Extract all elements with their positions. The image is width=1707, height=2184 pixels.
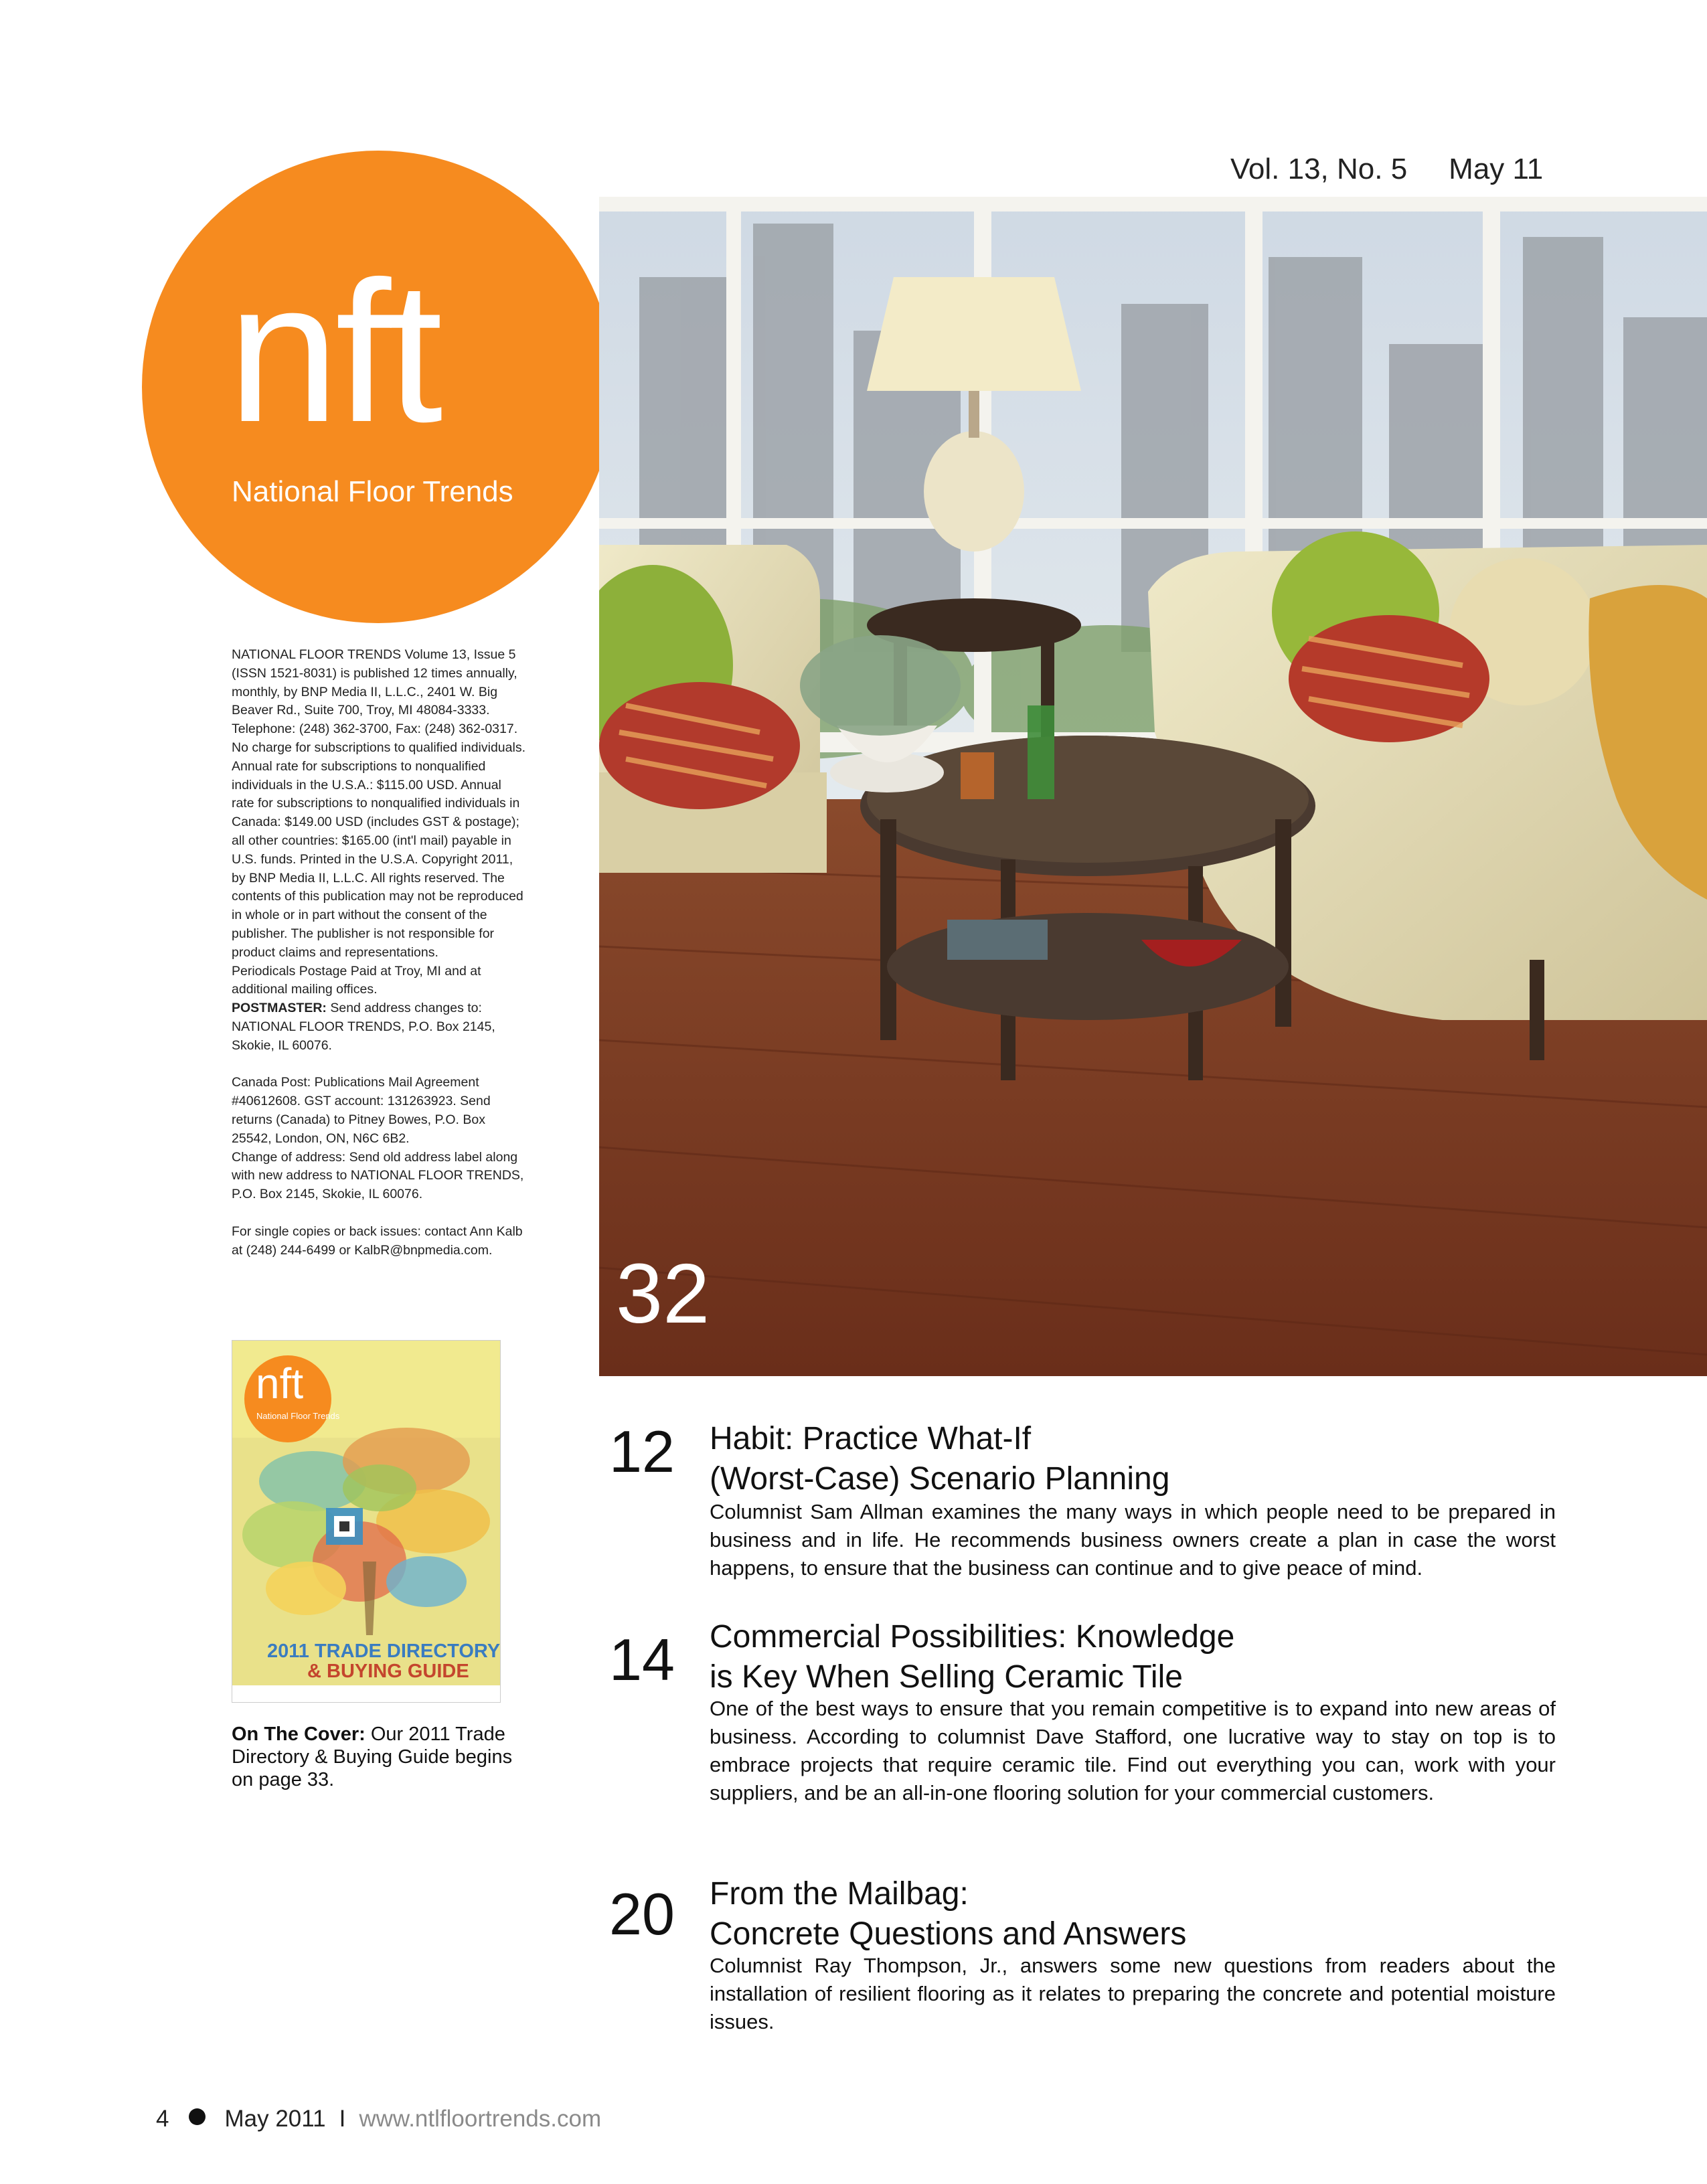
footer-website-link[interactable]: www.ntlfloortrends.com: [359, 2106, 602, 2132]
article-title-line: (Worst-Case) Scenario Planning: [710, 1461, 1170, 1497]
bullet-icon: [189, 2108, 206, 2125]
logo-publication-name: National Floor Trends: [232, 475, 513, 508]
cover-thumbnail: [232, 1340, 501, 1703]
publication-indicia: [232, 646, 526, 1260]
footer-date: May 2011: [224, 2106, 326, 2132]
cover-caption-text: Our 2011 Trade Directory & Buying Guide begins on page 33.: [232, 1724, 513, 1790]
article-title-line: Commercial Possibilities: Knowledge: [710, 1619, 1235, 1655]
postmaster-text: Send address changes to: NATIONAL FLOOR TRENDS, P.O. Box 2145, Skokie, IL 60076.: [232, 1001, 495, 1053]
article-title: [710, 1617, 1580, 1697]
issue-info: [1230, 153, 1543, 186]
page-footer: [156, 2106, 601, 2132]
volume-number: Vol. 13, No. 5: [1230, 153, 1408, 185]
article-title: [710, 1874, 1580, 1954]
photo-page-number: 32: [616, 1246, 710, 1341]
article-summary: Columnist Ray Thompson, Jr., answers some new questions from readers about the installation of resilient flooring as it relates to preparing the concrete and potential moisture issues.: [710, 1954, 1556, 2033]
thumb-cover-title-line2: & BUYING GUIDE: [307, 1661, 469, 1682]
article-page-number: 12: [609, 1418, 675, 1485]
cover-caption: [232, 1723, 533, 1791]
article-title-line: is Key When Selling Ceramic Tile: [710, 1659, 1183, 1695]
indicia-paragraph: Periodicals Postage Paid at Troy, MI and at additional mailing offices.: [232, 963, 481, 997]
footer-separator: I: [339, 2106, 346, 2132]
living-room-photo: [599, 197, 1707, 1376]
article-title-line: Concrete Questions and Answers: [710, 1916, 1187, 1952]
thumb-logo-name: National Floor Trends: [256, 1411, 340, 1421]
folio-page-number: 4: [156, 2106, 169, 2132]
indicia-paragraph: NATIONAL FLOOR TRENDS Volume 13, Issue 5 (ISSN 1521-8031) is published 12 times annually, monthly, by BNP Media II, L.L.C., 2401 W. Big Beaver Rd., Suite 700, Troy, MI 48084-3333. Telephone: (248) 362-3700, Fax: (248) 362-0317. No charge for subscriptions to qualified individuals. Annual rate for subscriptions to nonqualified individuals in the U.S.A.: $115.00 USD. Annual rate for subscriptions to nonqualified individuals in Canada: $149.00 USD (includes GST & postage); all other countries: $165.00 (int'l mail) payable in U.S. funds. Printed in the U.S.A. Copyright 2011, by BNP Media II, L.L.C. All rights reserved. The contents of this publication may not be reproduced in whole or in part without the consent of the publisher. The publisher is not responsible for product claims and representations.: [232, 647, 525, 960]
logo-mark: nft: [228, 239, 439, 464]
article-summary: Columnist Sam Allman examines the many ways in which people need to be prepared in business and in life. He recommends business owners create a plan in case the worst happens, to ensure that the business can continue and to give peace of mind.: [710, 1500, 1556, 1580]
indicia-postmaster: [232, 999, 526, 1055]
thumb-logo-mark: nft: [256, 1359, 304, 1408]
thumb-cover-title-line1: 2011 TRADE DIRECTORY: [267, 1641, 501, 1662]
nft-logo: [142, 151, 615, 623]
indicia-paragraph: Canada Post: Publications Mail Agreement #40612608. GST account: 131263923. Send returns (Canada) to Pitney Bowes, P.O. Box 25542, London, ON, N6C 6B2.: [232, 1075, 491, 1146]
article-title-line: Habit: Practice What-If: [710, 1421, 1032, 1456]
article-summary: One of the best ways to ensure that you remain competitive is to expand into new areas of business. According to columnist Dave Stafford, one lucrative way to stay on top is to embrace projects that require ceramic tile. Find out everything you can, work with your suppliers, and be an all-in-one flooring solution for your commercial customers.: [710, 1697, 1556, 1804]
cover-caption-label: On The Cover:: [232, 1724, 365, 1745]
indicia-paragraph: Change of address: Send old address label along with new address to NATIONAL FLOOR TRENDS, P.O. Box 2145, Skokie, IL 60076.: [232, 1149, 524, 1202]
feature-photo: [599, 197, 1707, 1376]
article-title-line: From the Mailbag:: [710, 1876, 969, 1912]
article-title: [710, 1419, 1580, 1499]
article-page-number: 20: [609, 1881, 675, 1947]
postmaster-label: POSTMASTER:: [232, 1001, 327, 1016]
indicia-paragraph: For single copies or back issues: contact Ann Kalb at (248) 244-6499 or KalbR@bnpmedia.com.: [232, 1224, 523, 1258]
issue-date: May 11: [1449, 153, 1544, 185]
article-page-number: 14: [609, 1626, 675, 1693]
